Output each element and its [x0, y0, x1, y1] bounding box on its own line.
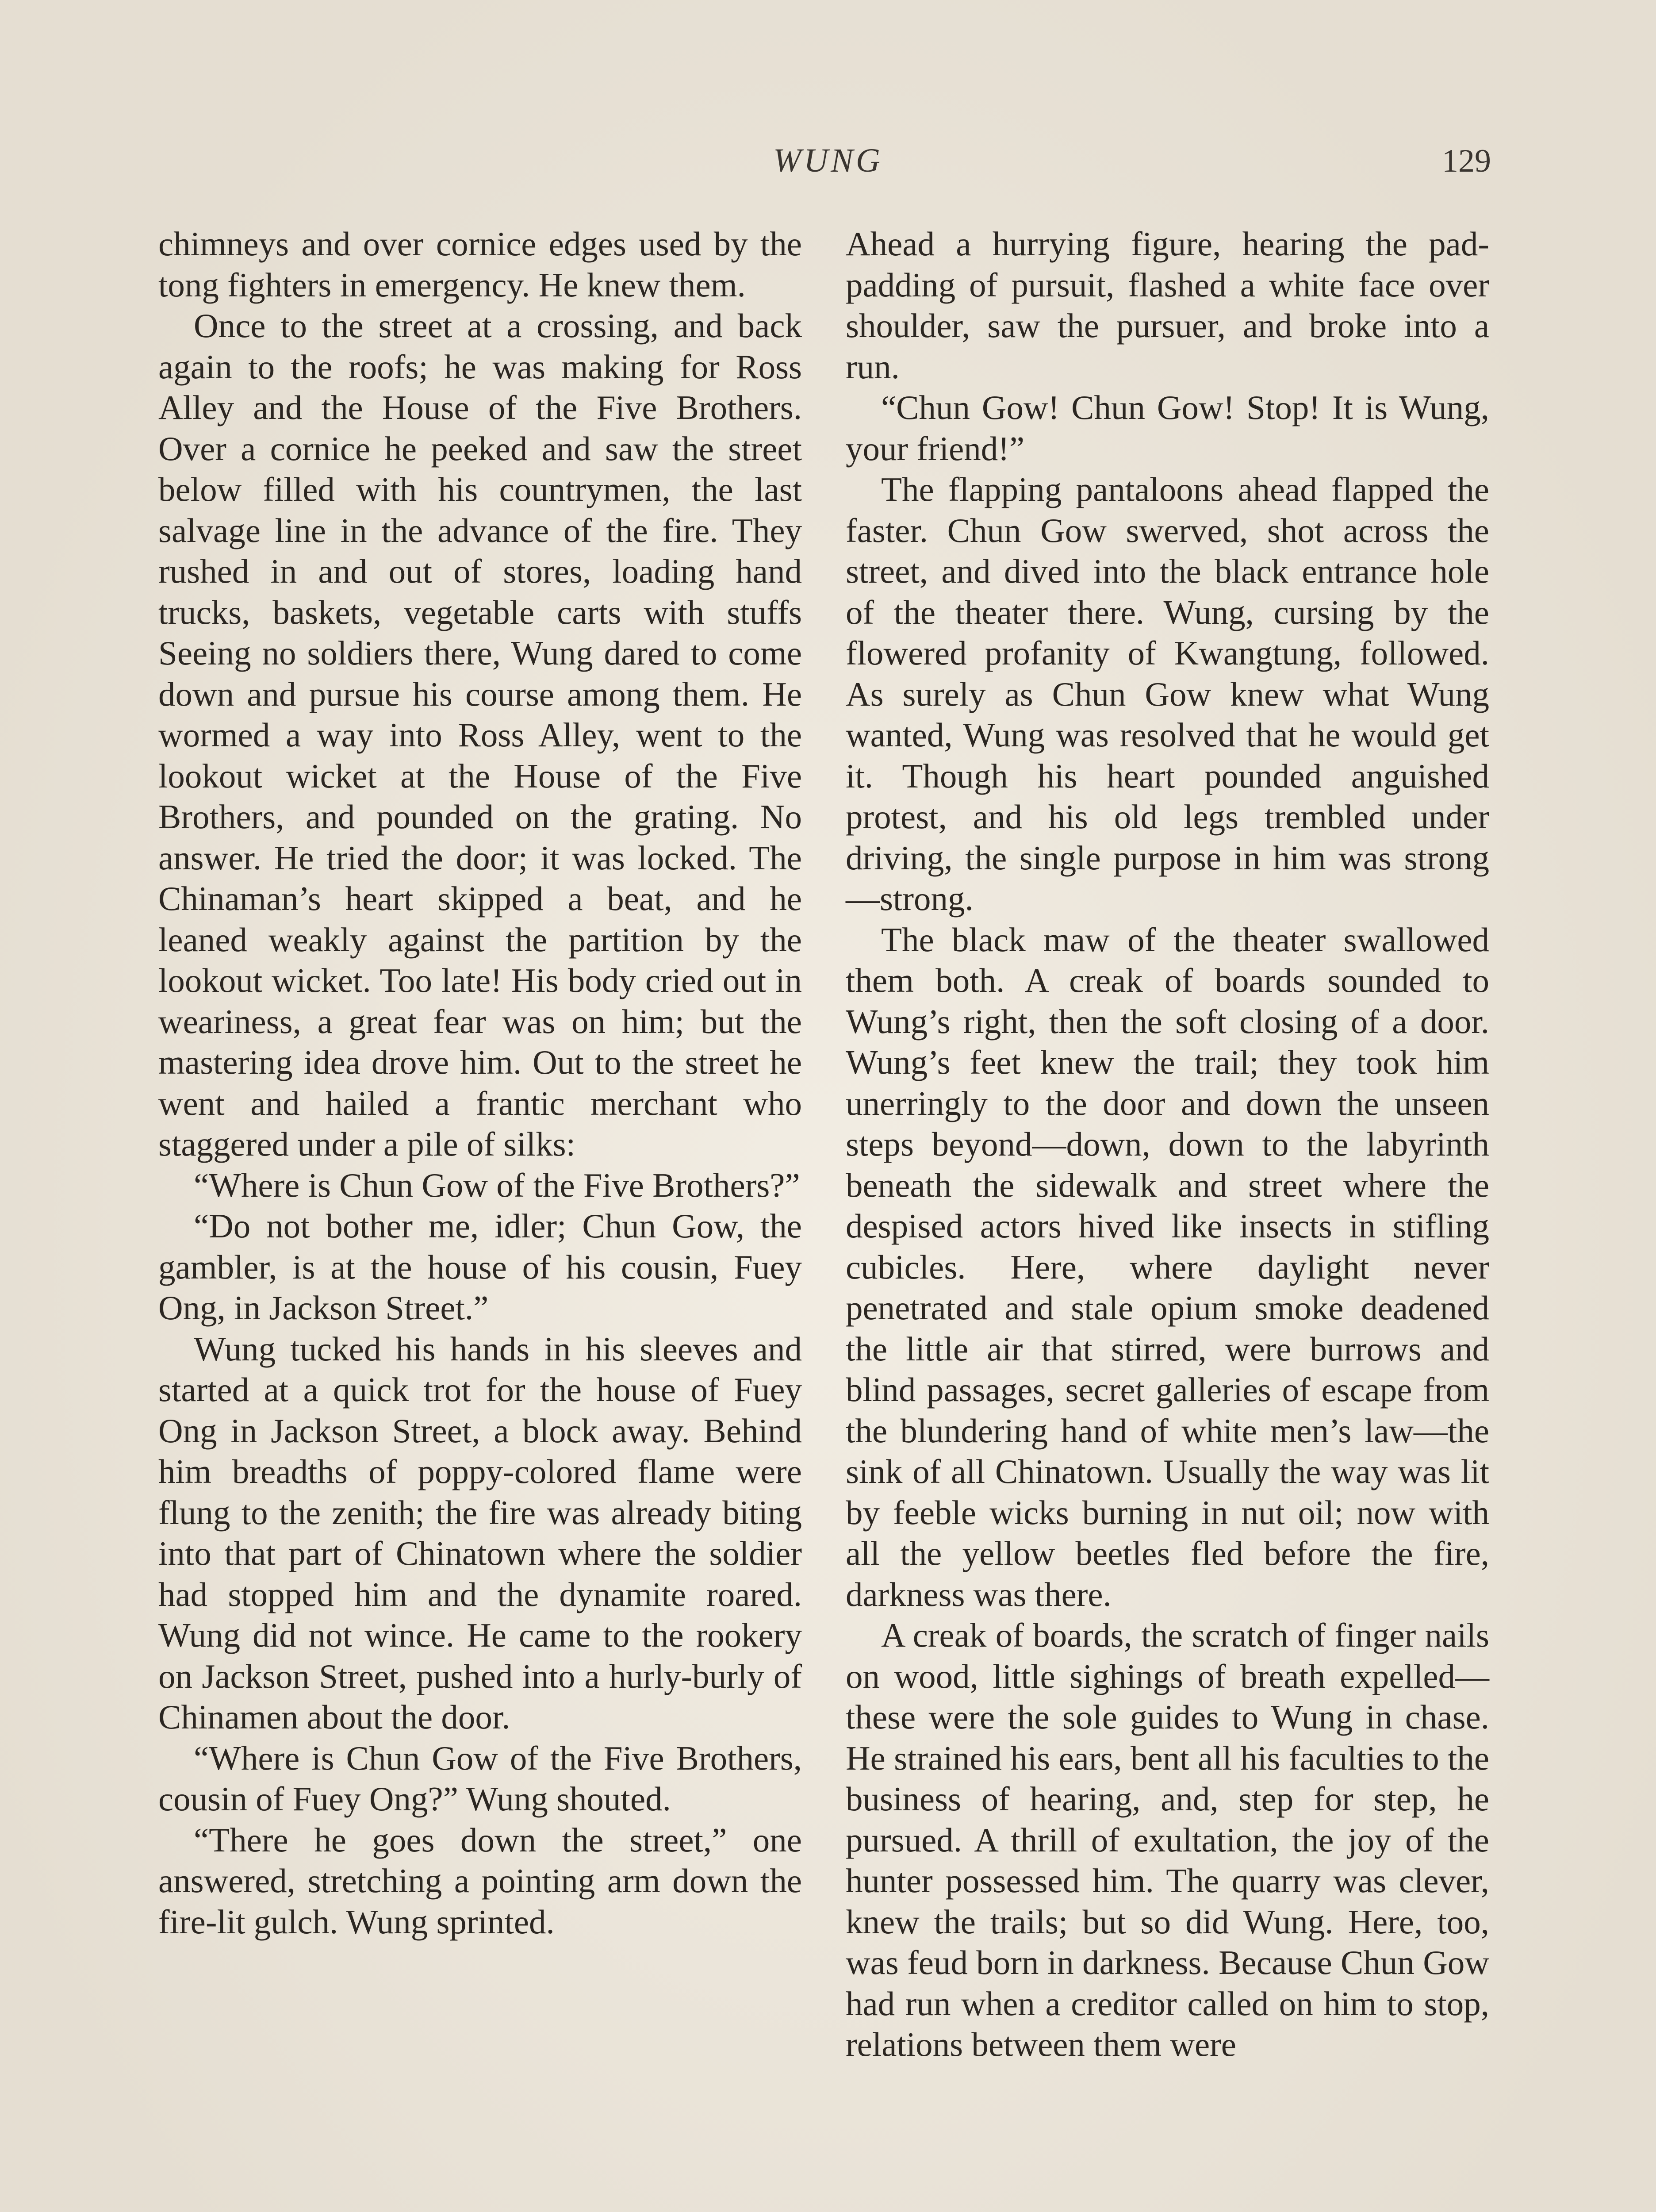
paragraph: The flapping pantaloons ahead flapped the faster. Chun Gow swerved, shot across the street, and dived into the black entrance hole of the theater there. Wung, cursing by the flowered profanity of Kwangtung, followed. As surely as Chun Gow knew what Wung wanted, Wung was resolved that he would get it. Though his heart pounded anguished protest, and his old legs trembled under driving, the single purpose in him was strong—strong.	[846, 470, 1489, 918]
paragraph: “Where is Chun Gow of the Five Brothers, cousin of Fuey Ong?” Wung shouted.	[158, 1739, 802, 1818]
paragraph: “Chun Gow! Chun Gow! Stop! It is Wung, your friend!”	[846, 388, 1489, 468]
page-number: 129	[1442, 143, 1491, 179]
paragraph: “There he goes down the street,” one answered, stretching a pointing arm down the fire-lit gulch. Wung sprinted.	[158, 1820, 802, 1941]
paragraph: Once to the street at a crossing, and back again to the roofs; he was making for Ross Alley and the House of the Five Brothers. Over a cornice he peeked and saw the street below filled with his countrymen, the last salvage line in the advance of the fire. They rushed in and out of stores, loading hand trucks, baskets, vegetable carts with stuffs Seeing no soldiers there, Wung dared to come down and pursue his course among them. He wormed a way into Ross Alley, went to the lookout wicket at the House of the Five Brothers, and pounded on the grating. No answer. He tried the door; it was locked. The Chinaman’s heart skipped a beat, and he leaned weakly against the partition by the lookout wicket. Too late! His body cried out in weariness, a great fear was on him; but the mastering idea drove him. Out to the street he went and hailed a frantic merchant who staggered under a pile of silks:	[158, 307, 802, 1163]
paragraph: “Where is Chun Gow of the Five Brothers?”	[194, 1166, 800, 1204]
running-title: WUNG	[773, 142, 883, 179]
paragraph: The black maw of the theater swallowed them both. A creak of boards sounded to Wung’s right, then the soft closing of a door. Wung’s feet knew the trail; they took him unerringly to the door and down the unseen steps beyond—down, down to the labyrinth beneath the sidewalk and street where the despised actors hived like insects in stifling cubicles. Here, where daylight never penetrated and stale opium smoke deadened the little air that stirred, were burrows and blind passages, secret galleries of escape from the blundering hand of white men’s law—the sink of all Chinatown. Usually the way was lit by feeble wicks burning in nut oil; now with all the yellow beetles fled before the fire, darkness was there.	[846, 920, 1489, 1613]
left-column	[158, 223, 802, 1942]
paragraph: A creak of boards, the scratch of finger nails on wood, little sighings of breath expelled—these were the sole guides to Wung in chase. He strained his ears, bent all his faculties to the business of hearing, and, step for step, he pursued. A thrill of exultation, the joy of the hunter possessed him. The quarry was clever, knew the trails; but so did Wung. Here, too, was feud born in darkness. Because Chun Gow had run when a creditor called on him to stop, relations between them were	[846, 1616, 1489, 2063]
paragraph: chimneys and over cornice edges used by the tong fighters in emergency. He knew them.	[158, 225, 802, 304]
paragraph: Wung tucked his hands in his sleeves and started at a quick trot for the house of Fuey Ong in Jackson Street, a block away. Behind him breadths of poppy-colored flame were flung to the zenith; the fire was already biting into that part of Chinatown where the soldier had stopped him and the dynamite roared. Wung did not wince. He came to the rookery on Jackson Street, pushed into a hurly-burly of Chinamen about the door.	[158, 1329, 802, 1736]
paragraph: “Do not bother me, idler; Chun Gow, the gambler, is at the house of his cousin, Fuey Ong, in Jackson Street.”	[158, 1207, 802, 1327]
right-column	[846, 223, 1489, 2065]
paragraph: Ahead a hurrying figure, hearing the pad-padding of pursuit, flashed a white face over shoulder, saw the pursuer, and broke into a run.	[846, 225, 1489, 386]
